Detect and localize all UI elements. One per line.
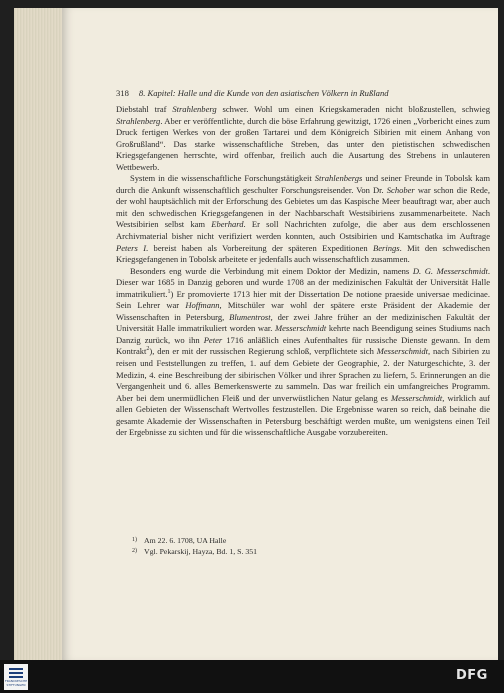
text-run: System in die wissenschaftliche Forschungstätigkeit — [130, 173, 315, 184]
text-run: Besonders eng wurde die Verbindung mit einem Doktor der Medizin, namens — [130, 265, 413, 276]
viewer-bottom-bar — [0, 660, 504, 693]
italic-name: Peter — [203, 334, 223, 345]
text-run: . Mit den schwedischen Kriegsgefangenen in Tobolsk arbeitete er jedenfalls auch wissenschaftlich zusammen. — [116, 242, 490, 265]
italic-name: Messerschmidt — [376, 346, 429, 357]
dfg-logo: DFG — [456, 668, 488, 683]
italic-name: Eberhard — [211, 219, 244, 230]
italic-name: Strahlenbergs — [314, 173, 363, 184]
paragraph-2 — [116, 173, 490, 265]
footnote-mark: 2) — [132, 548, 137, 554]
text-run: und seiner Freunde in Tobolsk kam durch die Ankunft wissenschaftlich geschulter Forschungsreisender. Von Dr. — [116, 173, 490, 195]
footnote-mark: 1) — [132, 537, 137, 543]
italic-name: Berings — [373, 242, 400, 253]
text-run: , der zwei Jahre früher an der medizinischen Fakultät der Universität Halle immatrikuliert worden war. — [116, 311, 490, 334]
italic-name: Messerschmidt — [274, 323, 327, 334]
paragraph-1 — [116, 104, 490, 173]
footnote-ref: 2 — [146, 346, 150, 353]
footnote-text: Am 22. 6. 1708, UA Halle — [144, 536, 227, 545]
footnotes — [132, 535, 432, 557]
italic-name: Messerschmidt — [390, 392, 443, 403]
italic-name: Strahlenberg — [172, 104, 217, 114]
logo-text: FRANCKESCHE STIFTUNGEN — [5, 679, 28, 687]
text-run: . Dieser war 1685 in Danzig geboren und wurde 1708 an der medizinischen Fakultät der Universität Halle immatrikuliert. — [116, 265, 490, 299]
text-run: , Mitschüler war wohl der spätere erste Präsident der Akademie der Wissenschaften in Petersburg, — [116, 300, 490, 322]
italic-name: D. G. Messerschmidt — [412, 265, 488, 276]
italic-name: Blumentrost — [229, 311, 271, 322]
italic-name: Peters I — [116, 242, 147, 253]
text-run: , nach Sibirien zu reisen und Feststellungen zu treffen, 1. auf dem Gebiete der Geographie, 2. der Naturgeschichte, 3. der Medizin, 4. eine Beschreibung der sibirischen Völker und ihrer Sprachen zu liefern, 5. Erinnerungen an die Vergangenheit und 6. alles Bemerkenswerte zu sammeln. Das war freilich ein umfangreiches Programm. Aber bei dem unermüdlichen Fleiß und der unverwüstlichen Natur gelang es — [116, 346, 490, 403]
running-title: 8. Kapitel: Halle und die Kunde von den asiatischen Völkern in Rußland — [138, 88, 389, 98]
paragraph-3 — [116, 266, 490, 439]
text-run: ), den er mit der russischen Regierung schloß, verpflichtete sich — [149, 346, 377, 357]
footnote-ref: 1 — [167, 288, 171, 295]
body-text — [116, 104, 490, 439]
text-run: war schon die Rede, der wohl hauptsächlich mit der Erforschung des Gebietes um das Kaspische Meer beauftragt war, aber auch mit den schwedischen Kriegsgefangenen in der Nachbarschaft Westsibiriens zusammenarbeitete. Nach Westsibirien selbst kam — [116, 184, 490, 230]
italic-name: Schober — [386, 184, 415, 195]
text-run: 1716 anläßlich eines Aufenthaltes für russische Dienste gewann. In dem Kontrakt — [116, 334, 490, 357]
text-run: , wirklich auf allen Gebieten der Wissenschaft Wertvolles festzustellen. Die Ergebnisse waren so reich, daß beinahe die gesamte Akademie der Wissenschaften in Petersburg beschäftigt werden mußte, um wenigstens einen Teil der Ergebnisse zu sichten und für die wissenschaftliche Ausgabe vorzubereiten. — [116, 392, 490, 438]
text-run: . bereist haben als Vorbereitung der späteren Expeditionen — [146, 242, 374, 253]
page-number: 318 — [116, 88, 129, 98]
footnote-2 — [132, 546, 432, 557]
franckesche-stiftungen-logo — [4, 664, 28, 690]
italic-name: Hoffmann — [185, 300, 220, 311]
footnote-1 — [132, 535, 432, 546]
text-run: schwer. Wohl um einen Kriegskameraden nicht bloßzustellen, schwieg — [216, 104, 491, 114]
page-edges — [14, 8, 62, 660]
text-run: . Er soll Nachrichten zufolge, die aber aus dem erschlossenen Archivmaterial bisher nicht verifiziert werden konnten, auch Ostsibirien und Kamtschatka im Auftrage — [116, 219, 490, 242]
text-run: Diebstahl traf — [116, 104, 173, 114]
footnote-text: Vgl. Pekarskij, Hayza, Bd. 1, S. 351 — [144, 547, 258, 556]
text-run: kehrte nach Beendigung seines Studiums nach Danzig zurück, wo ihn — [116, 323, 490, 345]
running-header — [116, 88, 486, 98]
page — [62, 8, 498, 660]
text-run: ) Er promovierte 1713 hier mit der Dissertation De notione praeside universae medicinae. Sein Lehrer war — [116, 288, 490, 311]
italic-name: Strahlenberg — [116, 115, 161, 126]
text-run: . Aber er veröffentlichte, durch die böse Erfahrung gewitzigt, 1726 einen „Vorbericht eines zum Druck fertigen Werkes von der großen Tartarei und dem Königreich Sibirien mit einem Anhang von Großrußland“. Das starke wissenschaftliche Streben, das unter den pietistischen schwedischen Kriegsgefangenen herrschte, wird offenbar, freilich auch die Ausartung des Strebens in unlauteren Wettbewerb. — [116, 115, 490, 172]
